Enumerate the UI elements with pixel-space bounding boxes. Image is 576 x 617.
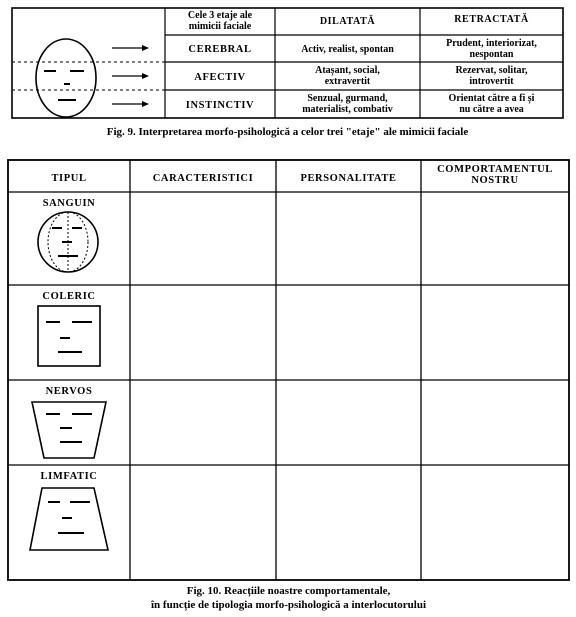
fig9-level-cerebral: CEREBRAL bbox=[188, 44, 252, 55]
fig10-caption-line1: Fig. 10. Reacțiile noastre comportamentale, bbox=[186, 585, 391, 597]
type-label-limfatic: LIMFATIC bbox=[40, 471, 98, 482]
type-label-coleric: COLERIC bbox=[42, 291, 96, 302]
fig9-retractata-cerebral: Prudent, interiorizat, nespontan bbox=[446, 38, 537, 60]
type-label-nervos: NERVOS bbox=[45, 386, 93, 397]
type-label-sanguin: SANGUIN bbox=[42, 198, 96, 209]
fig9-dilatata-instinctiv: Senzual, gurmand, materialist, combativ bbox=[302, 93, 393, 115]
fig9-header-levels: Cele 3 etaje ale mimicii faciale bbox=[187, 10, 253, 32]
fig10-header-personalitate: PERSONALITATE bbox=[300, 173, 397, 184]
fig9-dilatata-afectiv: Atașant, social, extravertit bbox=[315, 65, 380, 87]
fig9-retractata-instinctiv: Orientat către a fi și nu către a avea bbox=[448, 93, 535, 115]
fig10-header-tipul: TIPUL bbox=[51, 173, 87, 184]
fig9-caption: Fig. 9. Interpretarea morfo-psihologică a celor trei "etaje" ale mimicii faciale bbox=[106, 126, 469, 138]
nervos-face-drawing bbox=[32, 402, 106, 458]
fig9-header-dilatata: DILATATĂ bbox=[319, 16, 376, 27]
fig10-header-comportamentul: COMPORTAMENTUL NOSTRU bbox=[437, 164, 553, 186]
fig10-header-caracteristici: CARACTERISTICI bbox=[152, 173, 254, 184]
fig9-retractata-afectiv: Rezervat, solitar, introvertit bbox=[455, 65, 528, 87]
fig9-level-afectiv: AFECTIV bbox=[194, 72, 246, 83]
fig9-level-instinctiv: INSTINCTIV bbox=[185, 100, 255, 111]
sanguin-face-drawing bbox=[38, 212, 98, 272]
limfatic-face-drawing bbox=[30, 488, 108, 550]
fig9-header-retractata: RETRACTATĂ bbox=[454, 14, 529, 25]
coleric-face-drawing bbox=[38, 306, 100, 366]
fig9-dilatata-cerebral: Activ, realist, spontan bbox=[301, 44, 394, 55]
fig10-caption-line2: în funcție de tipologia morfo-psihologică a interlocutorului bbox=[151, 599, 426, 611]
